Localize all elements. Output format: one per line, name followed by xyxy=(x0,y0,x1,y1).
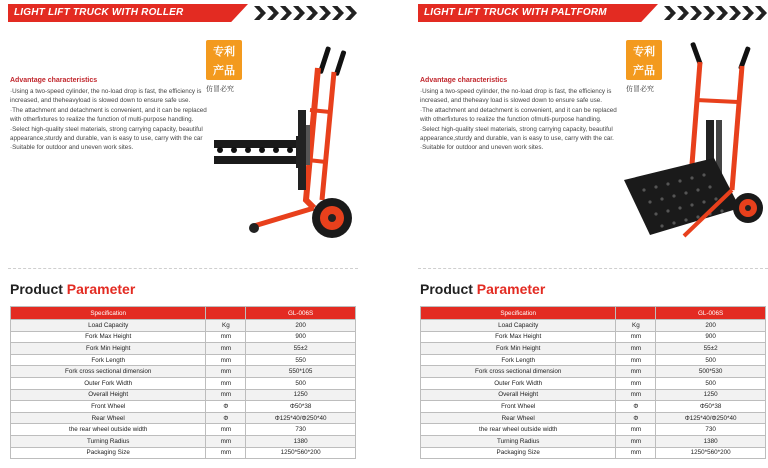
table-row xyxy=(11,412,356,424)
banner-chevrons xyxy=(254,6,357,20)
spec-value: Φ50*38 xyxy=(656,401,766,413)
patent-badge-line2: 产品 xyxy=(633,65,655,77)
patent-caption: 仿冒必究 xyxy=(626,86,654,93)
spec-name: Fork cross sectional dimension xyxy=(11,366,206,378)
spec-unit: mm xyxy=(616,447,656,459)
table-row xyxy=(11,377,356,389)
spec-name: Fork Min Height xyxy=(11,343,206,355)
spec-name: Fork cross sectional dimension xyxy=(421,366,616,378)
spec-value: 500 xyxy=(656,354,766,366)
spec-unit: mm xyxy=(616,424,656,436)
spec-value: 500 xyxy=(246,377,356,389)
table-row xyxy=(11,435,356,447)
chevron-right-icon xyxy=(742,6,754,20)
table-row xyxy=(421,389,766,401)
spec-value: 730 xyxy=(246,424,356,436)
spec-value: 55±2 xyxy=(246,343,356,355)
spec-name: Overall Height xyxy=(421,389,616,401)
product-banner xyxy=(8,4,358,22)
chevron-right-icon xyxy=(690,6,702,20)
spec-value: 55±2 xyxy=(656,343,766,355)
chevron-right-icon xyxy=(703,6,715,20)
spec-unit: mm xyxy=(206,435,246,447)
spec-value: 1250*560*200 xyxy=(246,447,356,459)
table-row xyxy=(421,354,766,366)
header-model: GL-006S xyxy=(246,307,356,320)
spec-name: Outer Fork Width xyxy=(11,377,206,389)
table-row xyxy=(11,389,356,401)
table-row xyxy=(421,424,766,436)
spec-name: Outer Fork Width xyxy=(421,377,616,389)
table-row xyxy=(421,435,766,447)
patent-badge-line1: 专利 xyxy=(633,46,655,58)
chevron-right-icon xyxy=(293,6,305,20)
advantage-item: ·Select high-quality steel materials, strong carrying capacity, beautiful appearance,sturdy and durable, van is easy to use, carry with the car xyxy=(10,125,203,143)
chevron-right-icon xyxy=(345,6,357,20)
chevron-right-icon xyxy=(267,6,279,20)
spec-unit: Φ xyxy=(616,401,656,413)
header-unit xyxy=(616,307,656,320)
chevron-right-icon xyxy=(664,6,676,20)
parameter-heading-prefix: Product xyxy=(10,281,67,297)
advantage-item: ·The attachment and detachment is convenient, and it can be replaced with otherfixtures to realize the function ofmulti-purpose handling. xyxy=(420,106,617,124)
chevron-right-icon xyxy=(677,6,689,20)
banner-title: LIGHT LIFT TRUCK WITH ROLLER xyxy=(14,7,184,18)
table-header-row xyxy=(421,307,766,320)
advantage-item: ·Using a two-speed cylinder, the no-load drop is fast, the efficiency is increased, and theheavy load is slowed down to ensure safe use. xyxy=(420,88,612,105)
product-banner xyxy=(418,4,768,22)
spec-value: Φ125*40/Φ250*40 xyxy=(656,412,766,424)
spec-value: 1380 xyxy=(656,435,766,447)
spec-unit: Kg xyxy=(616,320,656,332)
spec-value: Φ50*38 xyxy=(246,401,356,413)
right-product-panel xyxy=(418,0,768,468)
spec-value: 550*105 xyxy=(246,366,356,378)
spec-name: Load Capacity xyxy=(421,320,616,332)
chevron-right-icon xyxy=(254,6,266,20)
parameter-table xyxy=(10,306,356,459)
spec-unit: Kg xyxy=(206,320,246,332)
spec-name: Fork Length xyxy=(421,354,616,366)
spec-unit: Φ xyxy=(206,401,246,413)
table-header-row xyxy=(11,307,356,320)
spec-name: Fork Max Height xyxy=(11,331,206,343)
parameter-table xyxy=(420,306,766,459)
table-row xyxy=(421,377,766,389)
header-specification: Specification xyxy=(11,307,206,320)
table-row xyxy=(11,447,356,459)
advantage-item: ·The attachment and detachment is convenient, and it can be replaced with otherfixtures to realize the function of multi-purpose handling. xyxy=(10,106,207,124)
patent-caption: 仿冒必究 xyxy=(206,86,234,93)
left-product-panel xyxy=(8,0,368,468)
header-model: GL-006S xyxy=(656,307,766,320)
table-row xyxy=(421,331,766,343)
spec-name: Packaging Size xyxy=(11,447,206,459)
parameter-heading xyxy=(10,281,135,297)
chevron-right-icon xyxy=(716,6,728,20)
spec-value: 550 xyxy=(246,354,356,366)
spec-name: Overall Height xyxy=(11,389,206,401)
spec-value: 1250 xyxy=(656,389,766,401)
table-row xyxy=(421,412,766,424)
spec-unit: mm xyxy=(616,331,656,343)
spec-unit: mm xyxy=(616,366,656,378)
advantage-title: Advantage characteristics xyxy=(420,77,508,84)
spec-unit: mm xyxy=(206,424,246,436)
advantage-list xyxy=(10,87,210,153)
section-divider xyxy=(418,268,768,269)
spec-name: Rear Wheel xyxy=(11,412,206,424)
advantage-item: ·Suitable for outdoor and uneven work sites. xyxy=(420,144,544,152)
advantage-item: ·Using a two-speed cylinder, the no-load drop is fast, the efficiency is increased, and theheavyload is slowed down to ensure safe use. xyxy=(10,88,202,105)
spec-name: Front Wheel xyxy=(421,401,616,413)
table-row xyxy=(11,366,356,378)
table-row xyxy=(421,401,766,413)
spec-unit: mm xyxy=(206,331,246,343)
table-row xyxy=(11,401,356,413)
spec-value: 1380 xyxy=(246,435,356,447)
spec-name: Load Capacity xyxy=(11,320,206,332)
spec-name: Fork Max Height xyxy=(421,331,616,343)
advantage-item: ·Suitable for outdoor and uneven work sites. xyxy=(10,144,134,152)
spec-unit: mm xyxy=(616,343,656,355)
lift-truck-platform-image xyxy=(614,40,764,245)
spec-unit: mm xyxy=(616,389,656,401)
spec-name: Turning Radius xyxy=(421,435,616,447)
spec-name: Turning Radius xyxy=(11,435,206,447)
table-row xyxy=(421,447,766,459)
spec-value: 900 xyxy=(656,331,766,343)
table-row xyxy=(421,343,766,355)
spec-unit: mm xyxy=(206,354,246,366)
banner-chevrons xyxy=(664,6,767,20)
banner-title: LIGHT LIFT TRUCK WITH PALTFORM xyxy=(424,7,607,18)
chevron-right-icon xyxy=(280,6,292,20)
spec-unit: mm xyxy=(616,435,656,447)
spec-value: 200 xyxy=(656,320,766,332)
table-row xyxy=(421,366,766,378)
spec-name: Fork Min Height xyxy=(421,343,616,355)
spec-value: 500*530 xyxy=(656,366,766,378)
spec-name: Rear Wheel xyxy=(421,412,616,424)
spec-value: 500 xyxy=(656,377,766,389)
spec-name: Fork Length xyxy=(11,354,206,366)
spec-unit: mm xyxy=(616,354,656,366)
spec-unit: mm xyxy=(616,377,656,389)
table-row xyxy=(11,424,356,436)
spec-unit: mm xyxy=(206,377,246,389)
parameter-heading-accent: Parameter xyxy=(476,281,546,297)
spec-value: 200 xyxy=(246,320,356,332)
parameter-heading-accent: Parameter xyxy=(66,281,136,297)
spec-name: the rear wheel outside width xyxy=(11,424,206,436)
advantage-list xyxy=(420,87,620,153)
spec-name: Packaging Size xyxy=(421,447,616,459)
table-row xyxy=(11,331,356,343)
patent-badge-line1: 专利 xyxy=(213,46,235,58)
parameter-heading-prefix: Product xyxy=(420,281,477,297)
section-divider xyxy=(8,268,358,269)
spec-value: 1250 xyxy=(246,389,356,401)
table-row xyxy=(11,343,356,355)
advantage-item: ·Select high-quality steel materials, strong carrying capacity, beautiful appearance,sturdy and durable, van is easy to use, carry with the car. xyxy=(420,125,614,143)
header-specification: Specification xyxy=(421,307,616,320)
spec-name: Front Wheel xyxy=(11,401,206,413)
spec-unit: mm xyxy=(206,366,246,378)
spec-value: Φ125*40/Φ250*40 xyxy=(246,412,356,424)
chevron-right-icon xyxy=(306,6,318,20)
spec-unit: Φ xyxy=(206,412,246,424)
table-row xyxy=(421,320,766,332)
chevron-right-icon xyxy=(319,6,331,20)
lift-truck-roller-image xyxy=(214,40,364,245)
table-row xyxy=(11,320,356,332)
spec-name: the rear wheel outside width xyxy=(421,424,616,436)
parameter-heading xyxy=(420,281,545,297)
spec-value: 730 xyxy=(656,424,766,436)
patent-badge-line2: 产品 xyxy=(213,65,235,77)
spec-unit: mm xyxy=(206,447,246,459)
advantage-title: Advantage characteristics xyxy=(10,77,98,84)
spec-unit: mm xyxy=(206,389,246,401)
spec-unit: Φ xyxy=(616,412,656,424)
chevron-right-icon xyxy=(755,6,767,20)
chevron-right-icon xyxy=(729,6,741,20)
chevron-right-icon xyxy=(332,6,344,20)
spec-unit: mm xyxy=(206,343,246,355)
spec-value: 900 xyxy=(246,331,356,343)
table-row xyxy=(11,354,356,366)
spec-value: 1250*560*200 xyxy=(656,447,766,459)
header-unit xyxy=(206,307,246,320)
